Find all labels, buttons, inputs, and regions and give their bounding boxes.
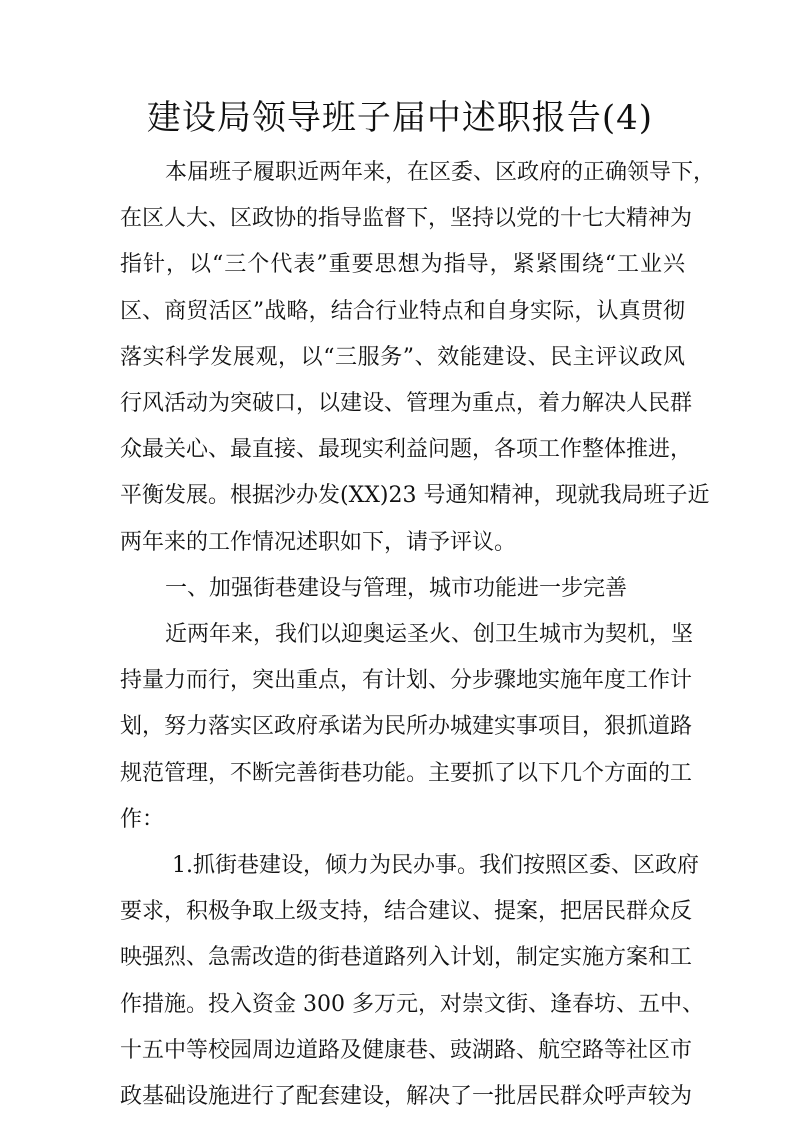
paragraph-line: 划，努力落实区政府承诺为民所办城建实事项目，狠抓道路	[120, 714, 693, 739]
paragraph-line: 落实科学发展观，以“三服务”、效能建设、民主评议政风	[120, 345, 685, 370]
paragraph-line: 作措施。投入资金 300 多万元，对崇文街、逢春坊、五中、	[120, 992, 704, 1017]
paragraph-line: 本届班子履职近两年来，在区委、区政府的正确领导下，	[165, 160, 716, 185]
document-title: 建设局领导班子届中述职报告(4)	[146, 98, 654, 138]
paragraph-line: 1.抓街巷建设，倾力为民办事。我们按照区委、区政府	[172, 853, 699, 878]
paragraph-line: 区、商贸活区”战略，结合行业特点和自身实际，认真贯彻	[120, 299, 685, 324]
paragraph-line: 映强烈、急需改造的街巷道路列入计划，制定实施方案和工	[120, 945, 693, 970]
paragraph-line: 平衡发展。根据沙办发(XX)23 号通知精神，现就我局班子近	[120, 483, 710, 508]
paragraph-line: 两年来的工作情况述职如下，请予评议。	[120, 530, 517, 555]
paragraph-line: 十五中等校园周边道路及健康巷、豉湖路、航空路等社区市	[120, 1038, 693, 1063]
paragraph-line: 近两年来，我们以迎奥运圣火、创卫生城市为契机，坚	[165, 622, 694, 647]
paragraph-line: 政基础设施进行了配套建设，解决了一批居民群众呼声较为	[120, 1084, 693, 1109]
paragraph-line: 规范管理，不断完善街巷功能。主要抓了以下几个方面的工	[120, 761, 693, 786]
paragraph-line: 持量力而行，突出重点，有计划、分步骤地实施年度工作计	[120, 668, 693, 693]
paragraph-line: 行风活动为突破口，以建设、管理为重点，着力解决人民群	[120, 391, 693, 416]
paragraph-line: 众最关心、最直接、最现实利益问题，各项工作整体推进，	[120, 437, 693, 462]
paragraph-line: 作：	[120, 807, 165, 832]
paragraph-line: 指针，以“三个代表”重要思想为指导，紧紧围绕“工业兴	[120, 252, 685, 277]
paragraph-line: 要求，积极争取上级支持，结合建议、提案，把居民群众反	[120, 899, 693, 924]
paragraph-line: 在区人大、区政协的指导监督下，坚持以党的十七大精神为	[120, 206, 693, 231]
section-heading: 一、加强街巷建设与管理，城市功能进一步完善	[165, 576, 628, 601]
